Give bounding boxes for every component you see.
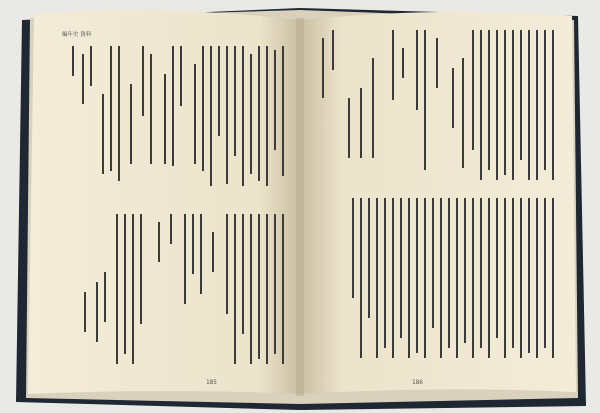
right-page-number: 186 [412,379,423,386]
text-lines [60,44,290,194]
left-upper-text-block [60,44,290,194]
text-lines [312,196,560,366]
left-page-number: 185 [206,379,217,386]
gutter-shadow [296,18,304,396]
left-page-header: 編年史 資料 [62,32,92,38]
left-lower-text-block [60,212,290,372]
text-lines [60,212,290,372]
right-upper-text-block [312,28,560,188]
right-lower-text-block [312,196,560,366]
text-lines [312,28,560,188]
